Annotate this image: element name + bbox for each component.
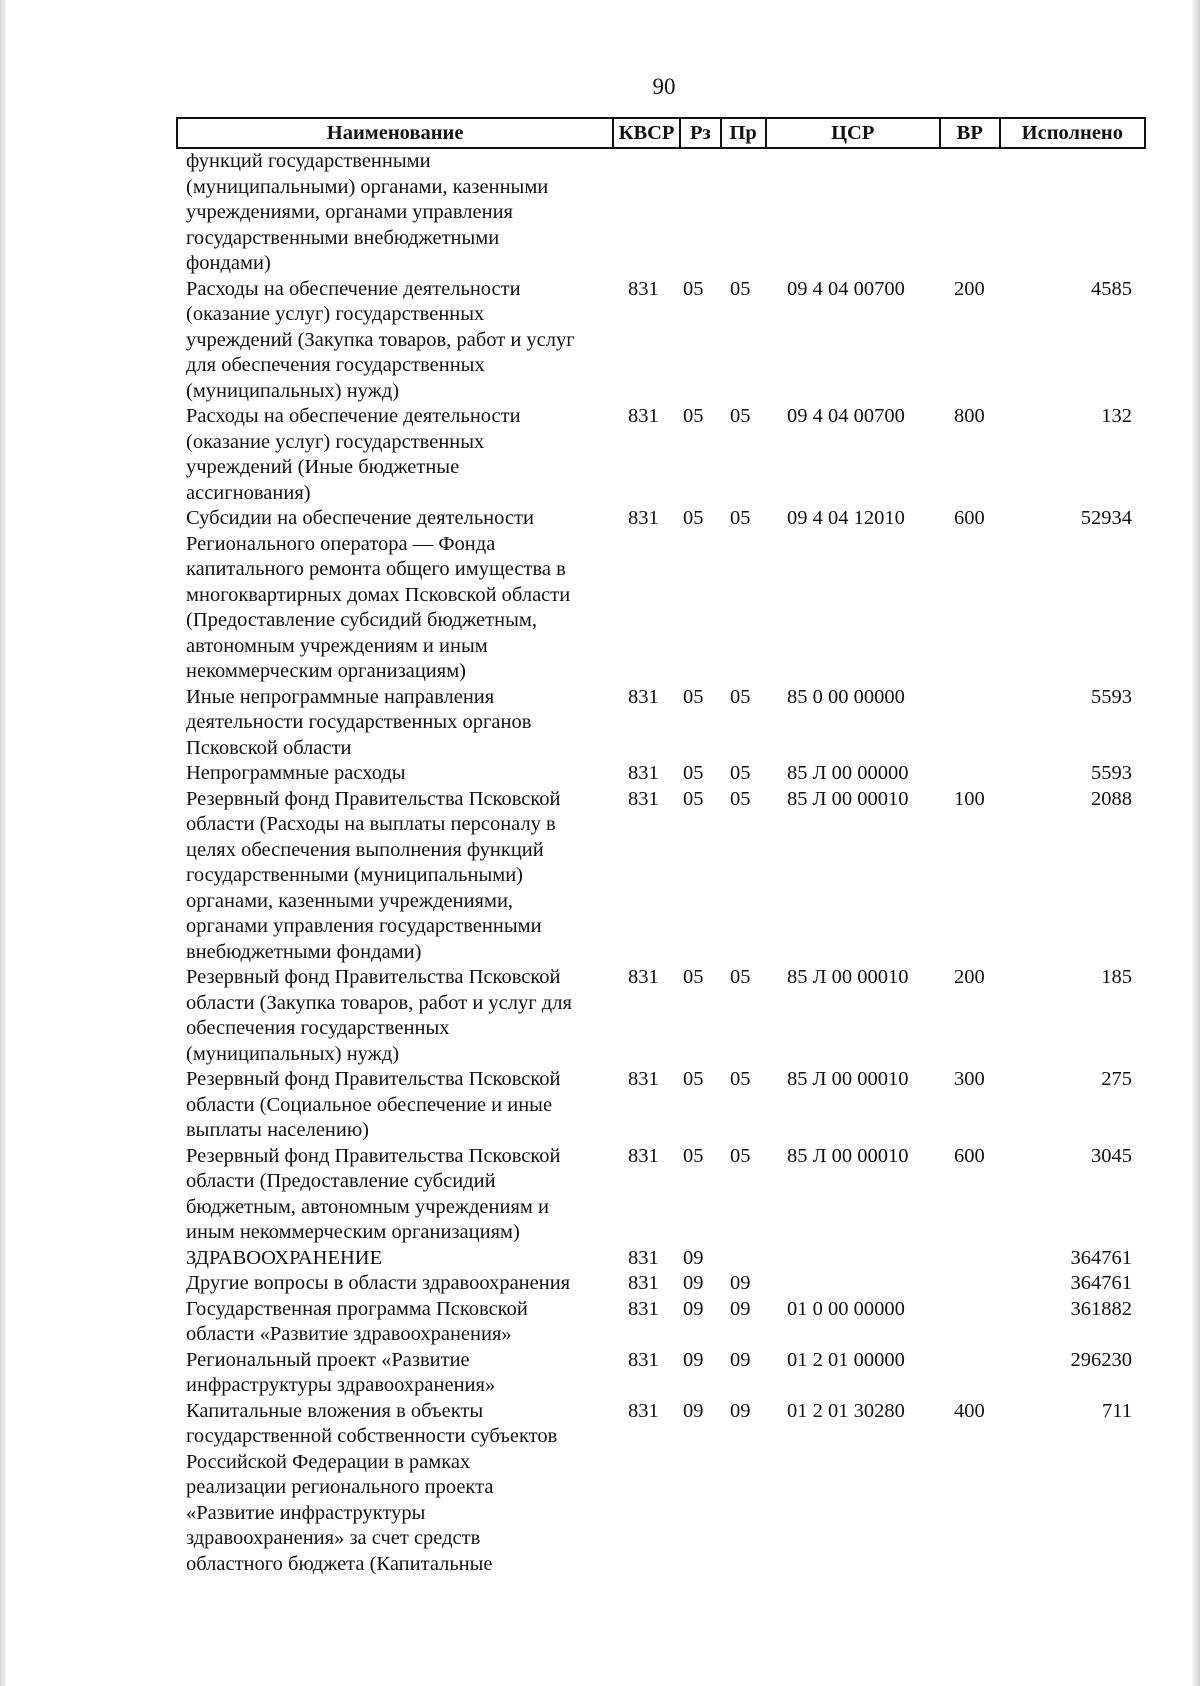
header-kvsr: КВСР: [614, 119, 681, 147]
row-rz: 05: [683, 277, 704, 300]
table-row: [176, 1144, 1146, 1246]
scan-edge-right: [1192, 0, 1200, 1686]
budget-report-table: [176, 117, 1146, 1577]
row-csr: 09 4 04 00700: [787, 277, 905, 300]
row-name: функций государственными (муниципальными) органами, казенными учреждениями, органами управления государственными внебюджетными фондами): [186, 150, 549, 274]
row-name: Резервный фонд Правительства Псковской области (Предоставление субсидий бюджетным, автономным учреждениям и иным некоммерческим организациям): [186, 1144, 561, 1243]
row-executed: 5593: [1091, 762, 1132, 784]
row-vr: 300: [954, 1068, 985, 1090]
header-name: Наименование: [178, 119, 614, 147]
row-kvsr: 831: [628, 1068, 659, 1090]
row-rz: 05: [683, 405, 704, 427]
row-executed: 364761: [1070, 1246, 1132, 1269]
row-executed: 2088: [1091, 787, 1132, 810]
row-csr: 01 2 01 00000: [787, 1348, 905, 1371]
row-executed: 296230: [1070, 1348, 1132, 1371]
row-executed: 3045: [1091, 1144, 1132, 1167]
header-pr: Пр: [722, 119, 767, 147]
row-pr: 05: [730, 1144, 751, 1167]
header-rz: Рз: [681, 119, 722, 147]
row-rz: 09: [683, 1246, 704, 1269]
row-pr: 09: [730, 1297, 751, 1320]
row-csr: 85 Л 00 00000: [787, 762, 909, 784]
row-pr: 05: [730, 507, 751, 529]
row-pr: 05: [730, 405, 751, 427]
row-pr: 05: [730, 762, 751, 784]
header-executed: Исполнено: [1021, 122, 1123, 144]
table-row: [176, 404, 1146, 506]
row-executed: 52934: [1080, 507, 1132, 529]
table-row: [176, 761, 1146, 787]
row-rz: 09: [683, 1399, 704, 1422]
scan-edge-left: [0, 0, 6, 1686]
row-vr: 800: [954, 405, 985, 427]
row-pr: 09: [730, 1348, 751, 1371]
row-csr: 85 Л 00 00010: [787, 787, 909, 810]
row-name: Другие вопросы в области здравоохранения: [186, 1272, 571, 1294]
row-rz: 05: [683, 762, 704, 784]
row-kvsr: 831: [628, 507, 659, 529]
table-row: [176, 685, 1146, 762]
row-name: Капитальные вложения в объекты государственной собственности субъектов Российской Федерации в рамках реализации регионального проекта «Развитие инфраструктуры здравоохранения» за счет средств областного бюджета (Капитальные: [186, 1399, 558, 1575]
row-kvsr: 831: [628, 1272, 659, 1294]
table-row: [176, 787, 1146, 966]
row-vr: 100: [954, 787, 985, 810]
row-csr: 01 2 01 30280: [787, 1399, 905, 1422]
row-name: Непрограммные расходы: [186, 762, 406, 784]
table-row: [176, 1271, 1146, 1297]
row-rz: 05: [683, 1144, 704, 1167]
row-name: Расходы на обеспечение деятельности (оказание услуг) государственных учреждений (Иные бюджетные ассигнования): [186, 405, 521, 504]
row-executed: 132: [1101, 405, 1132, 427]
row-csr: 85 Л 00 00010: [787, 966, 909, 988]
row-vr: 400: [954, 1399, 985, 1422]
row-executed: 361882: [1070, 1297, 1132, 1320]
row-pr: 09: [730, 1399, 751, 1422]
table-header: [176, 117, 1146, 149]
row-csr: 85 Л 00 00010: [787, 1068, 909, 1090]
row-kvsr: 831: [628, 1144, 659, 1167]
row-name: Резервный фонд Правительства Псковской области (Закупка товаров, работ и услуг для обеспечения государственных (муниципальных) нужд): [186, 966, 572, 1065]
row-csr: 85 Л 00 00010: [787, 1144, 909, 1167]
row-executed: 5593: [1091, 685, 1132, 708]
row-rz: 09: [683, 1272, 704, 1294]
header-csr: ЦСР: [767, 119, 941, 147]
row-csr: 09 4 04 00700: [787, 405, 905, 427]
table-row: [176, 506, 1146, 685]
row-name: Субсидии на обеспечение деятельности Регионального оператора — Фонда капитального ремонта общего имущества в многоквартирных домах Псковской области (Предоставление субсидий бюджетным, автономным учреждениям и иным некоммерческим организациям): [186, 507, 571, 682]
row-name: Резервный фонд Правительства Псковской области (Расходы на выплаты персоналу в целях обеспечения выполнения функций государственными (муниципальными) органами, казенными учреждениями, органами управления государственными внебюджетными фондами): [186, 787, 561, 963]
row-csr: 01 0 00 00000: [787, 1297, 905, 1320]
row-csr: 85 0 00 00000: [787, 685, 905, 708]
row-kvsr: 831: [628, 787, 659, 810]
row-kvsr: 831: [628, 762, 659, 784]
row-vr: 600: [954, 507, 985, 529]
row-executed: 4585: [1091, 277, 1132, 300]
header-vr: ВР: [941, 119, 1001, 147]
row-pr: 05: [730, 1068, 751, 1090]
row-name: Региональный проект «Развитие инфраструктуры здравоохранения»: [186, 1348, 496, 1396]
row-rz: 09: [683, 1297, 704, 1320]
row-name: ЗДРАВООХРАНЕНИЕ: [186, 1246, 383, 1269]
table-body: [176, 149, 1146, 1577]
row-name: Резервный фонд Правительства Псковской области (Социальное обеспечение и иные выплаты населению): [186, 1068, 561, 1141]
row-kvsr: 831: [628, 1297, 659, 1320]
row-csr: 09 4 04 12010: [787, 507, 905, 529]
row-rz: 05: [683, 787, 704, 810]
row-rz: 09: [683, 1348, 704, 1371]
row-executed: 711: [1102, 1399, 1132, 1422]
row-kvsr: 831: [628, 1246, 659, 1269]
row-pr: 05: [730, 277, 751, 300]
row-kvsr: 831: [628, 685, 659, 708]
row-kvsr: 831: [628, 1348, 659, 1371]
table-row: [176, 1067, 1146, 1144]
row-executed: 364761: [1070, 1272, 1132, 1294]
row-kvsr: 831: [628, 966, 659, 988]
table-row: [176, 965, 1146, 1067]
row-rz: 05: [683, 966, 704, 988]
row-rz: 05: [683, 1068, 704, 1090]
page-number: 90: [652, 74, 676, 99]
row-pr: 05: [730, 787, 751, 810]
table-row: [176, 1399, 1146, 1578]
row-name: Иные непрограммные направления деятельности государственных органов Псковской области: [186, 685, 532, 759]
row-executed: 185: [1101, 966, 1132, 988]
table-row: [176, 277, 1146, 405]
row-vr: 200: [954, 277, 985, 300]
row-vr: 600: [954, 1144, 985, 1167]
table-row: [176, 1246, 1146, 1272]
table-row: [176, 149, 1146, 277]
row-rz: 05: [683, 507, 704, 529]
row-kvsr: 831: [628, 1399, 659, 1422]
row-kvsr: 831: [628, 405, 659, 427]
table-row: [176, 1297, 1146, 1348]
row-rz: 05: [683, 685, 704, 708]
row-name: Государственная программа Псковской области «Развитие здравоохранения»: [186, 1297, 528, 1345]
row-pr: 09: [730, 1272, 751, 1294]
row-pr: 05: [730, 685, 751, 708]
row-vr: 200: [954, 966, 985, 988]
row-pr: 05: [730, 966, 751, 988]
row-kvsr: 831: [628, 277, 659, 300]
row-name: Расходы на обеспечение деятельности (оказание услуг) государственных учреждений (Закупка товаров, работ и услуг для обеспечения государственных (муниципальных) нужд): [186, 277, 575, 402]
row-executed: 275: [1101, 1068, 1132, 1090]
table-row: [176, 1348, 1146, 1399]
